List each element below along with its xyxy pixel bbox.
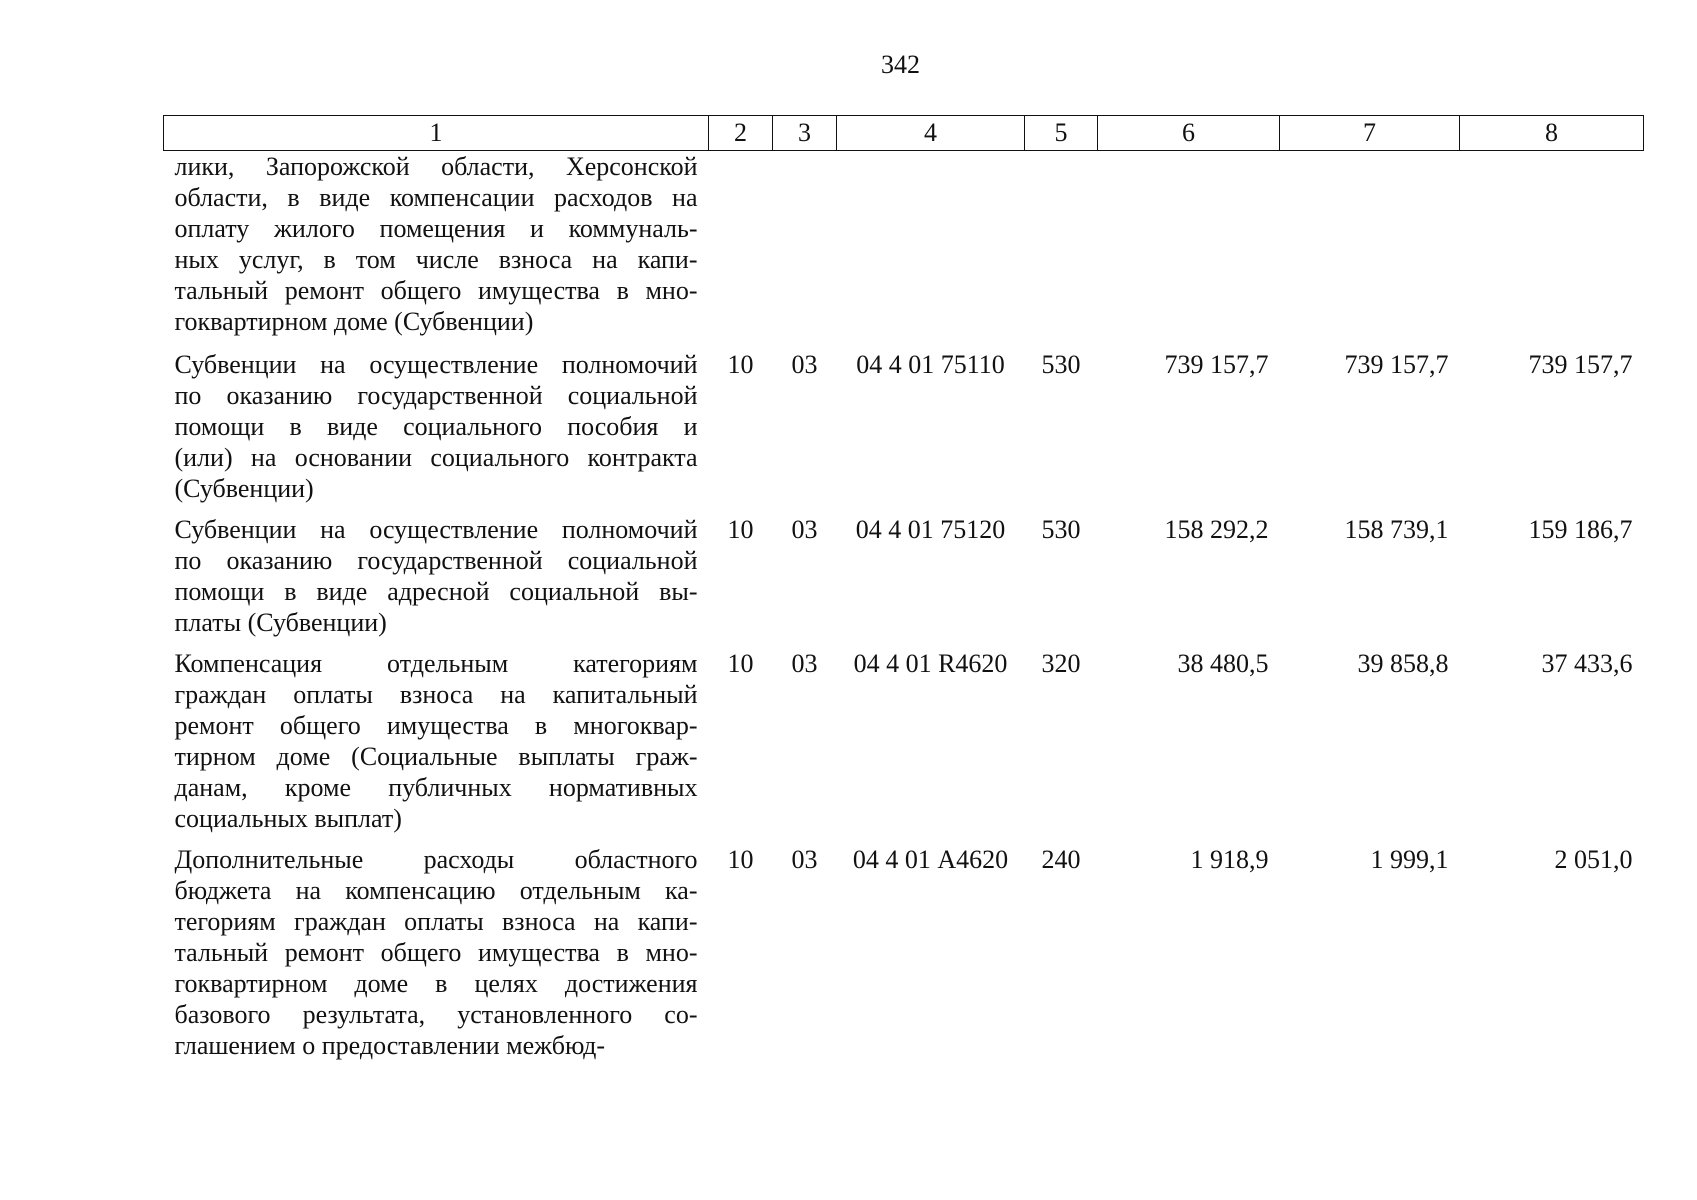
page-number: 342: [881, 50, 920, 79]
amount-year-2: [1280, 151, 1460, 344]
description-line: данам, кроме публичных нормативных: [174, 773, 698, 802]
column-header: 4: [837, 116, 1025, 151]
section-code: 10: [727, 649, 754, 678]
amount-year-3: 2 051,0: [1554, 845, 1633, 874]
table-row: [164, 151, 1644, 344]
target-article-code: 04 4 01 R4620: [853, 649, 1008, 678]
section-code: 10: [727, 845, 754, 874]
amount-year-2: 1 999,1: [1370, 845, 1449, 874]
description-line: помощи в виде социального пособия и: [174, 412, 698, 441]
description-line: лики, Запорожской области, Херсонской: [174, 152, 698, 181]
description-line: тирном доме (Социальные выплаты граж-: [174, 742, 698, 771]
column-header: 3: [773, 116, 837, 151]
budget-table: [163, 115, 1644, 1065]
table-row: [164, 508, 1644, 642]
section-code: [709, 151, 773, 344]
description-line: Субвенции на осуществление полномочий: [174, 515, 698, 544]
amount-year-3: 739 157,7: [1528, 350, 1633, 379]
amount-year-2: 739 157,7: [1344, 350, 1449, 379]
amount-year-1: 158 292,2: [1164, 515, 1269, 544]
expense-type-code: 530: [1041, 515, 1081, 544]
amount-year-1: 1 918,9: [1190, 845, 1269, 874]
description-line: (Субвенции): [174, 474, 314, 503]
column-header: 1: [164, 116, 709, 151]
description-line: социальных выплат): [174, 804, 402, 833]
description-line: оплату жилого помещения и коммуналь-: [174, 214, 698, 243]
description-line: Компенсация отдельным категориям: [174, 649, 698, 678]
amount-year-1: 739 157,7: [1164, 350, 1269, 379]
description-line: граждан оплаты взноса на капитальный: [174, 680, 698, 709]
column-header: 7: [1280, 116, 1460, 151]
amount-year-3: [1460, 151, 1644, 344]
expense-type-code: 530: [1041, 350, 1081, 379]
description-line: Дополнительные расходы областного: [174, 845, 698, 874]
expense-type-code: 320: [1041, 649, 1081, 678]
description-line: гоквартирном доме (Субвенции): [174, 307, 534, 336]
description-line: тальный ремонт общего имущества в мно-: [174, 276, 698, 305]
amount-year-2: 39 858,8: [1357, 649, 1449, 678]
table-row: [164, 642, 1644, 838]
description-line: тегориям граждан оплаты взноса на капи-: [174, 907, 698, 936]
row-description: [164, 642, 709, 838]
subsection-code: 03: [791, 649, 818, 678]
description-line: области, в виде компенсации расходов на: [174, 183, 698, 212]
expense-type-code: [1025, 151, 1098, 344]
description-line: (или) на основании социального контракта: [174, 443, 698, 472]
subsection-code: [773, 151, 837, 344]
subsection-code: 03: [791, 515, 818, 544]
description-line: помощи в виде адресной социальной вы-: [174, 577, 698, 606]
subsection-code: 03: [791, 845, 818, 874]
description-line: тальный ремонт общего имущества в мно-: [174, 938, 698, 967]
expense-type-code: 240: [1041, 845, 1081, 874]
subsection-code: 03: [791, 350, 818, 379]
amount-year-3: 159 186,7: [1528, 515, 1633, 544]
target-article-code: 04 4 01 75120: [855, 515, 1006, 544]
target-article-code: 04 4 01 А4620: [852, 845, 1009, 874]
description-line: гоквартирном доме в целях достижения: [174, 969, 698, 998]
column-header: 6: [1098, 116, 1280, 151]
table-body: [164, 151, 1644, 1066]
amount-year-2: 158 739,1: [1344, 515, 1449, 544]
description-line: базового результата, установленного со-: [174, 1000, 698, 1029]
description-line: ных услуг, в том числе взноса на капи-: [174, 245, 698, 274]
description-line: по оказанию государственной социальной: [174, 381, 698, 410]
table-row: [164, 838, 1644, 1065]
target-article-code: [837, 151, 1025, 344]
section-code: 10: [727, 350, 754, 379]
description-line: платы (Субвенции): [174, 608, 387, 637]
amount-year-3: 37 433,6: [1541, 649, 1633, 678]
row-description: [164, 508, 709, 642]
column-header: 2: [709, 116, 773, 151]
amount-year-1: 38 480,5: [1177, 649, 1269, 678]
table-row: [164, 343, 1644, 508]
description-line: Субвенции на осуществление полномочий: [174, 350, 698, 379]
column-header: 8: [1460, 116, 1644, 151]
description-line: по оказанию государственной социальной: [174, 546, 698, 575]
table-header-row: [164, 116, 1644, 151]
row-description: [164, 343, 709, 508]
row-description: [164, 838, 709, 1065]
amount-year-1: [1098, 151, 1280, 344]
description-line: бюджета на компенсацию отдельным ка-: [174, 876, 698, 905]
description-line: ремонт общего имущества в многоквар-: [174, 711, 698, 740]
section-code: 10: [727, 515, 754, 544]
description-line: глашением о предоставлении межбюд-: [174, 1031, 606, 1060]
column-header: 5: [1025, 116, 1098, 151]
row-description: [164, 151, 709, 344]
target-article-code: 04 4 01 75110: [856, 350, 1005, 379]
